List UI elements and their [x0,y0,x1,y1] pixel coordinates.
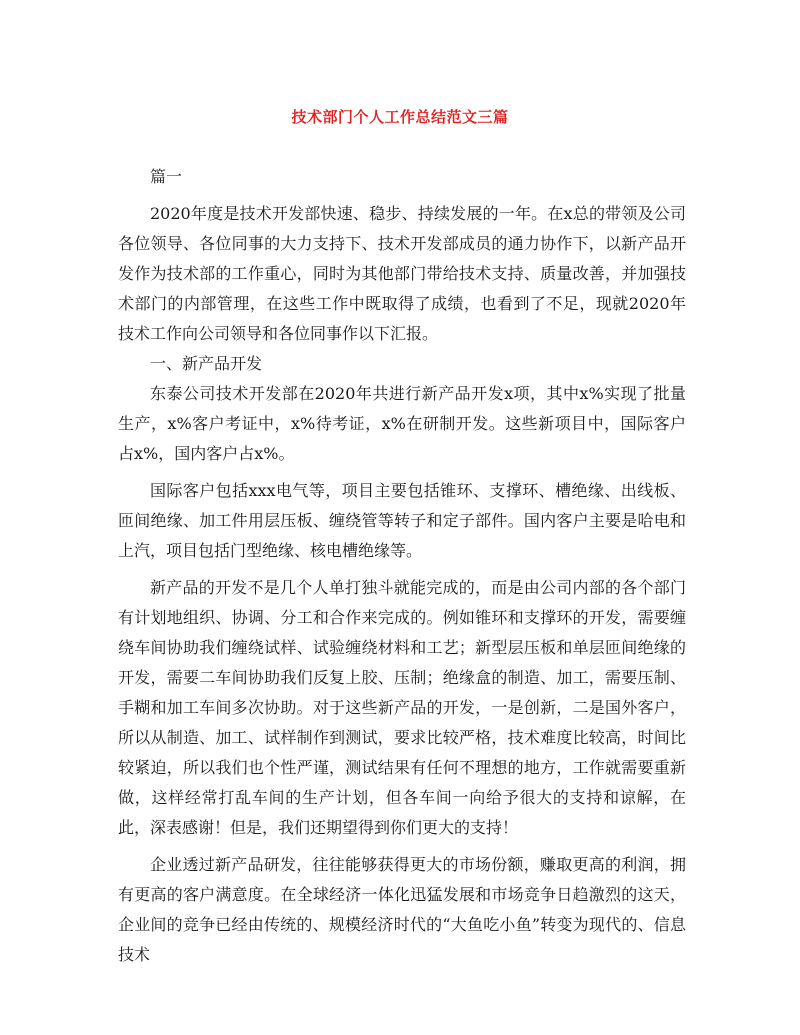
paragraph-customers: 国际客户包括xxx电气等，项目主要包括锥环、支撑环、槽绝缘、出线板、匝间绝缘、加工件用层压板、缠绕管等转子和定子部件。国内客户主要是哈电和上汽，项目包括门型绝缘、核电槽绝缘等。 [118,481,686,560]
paragraph-project-count: 东泰公司技术开发部在2020年共进行新产品开发x项，其中x%实现了批量生产，x%客户考证中，x%待考证，x%在研制开发。这些新项目中，国际客户占x%，国内客户占x%。 [118,384,686,463]
section-heading-new-products: 一、新产品开发 [150,354,263,373]
document-body [118,162,686,970]
paragraph-collaboration: 新产品的开发不是几个人单打独斗就能完成的，而是由公司内部的各个部门有计划地组织、协调、分工和合作来完成的。例如锥环和支撑环的开发，需要缠绕车间协助我们缠绕试样、试验缠绕材料和工艺；新型层压板和单层匝间绝缘的开发，需要二车间协助我们反复上胶、压制；绝缘盒的制造、加工，需要压制、手糊和加工车间多次协助。对于这些新产品的开发，一是创新，二是国外客户，所以从制造、加工、试样制作到测试，要求比较严格，技术难度比较高，时间比较紧迫，所以我们也个性严谨，测试结果有任何不理想的地方，工作就需要重新做，这样经常打乱车间的生产计划，但各车间一向给予很大的支持和谅解，在此，深表感谢！但是，我们还期望得到你们更大的支持！ [118,578,686,837]
paragraph-market: 企业透过新产品研发，往往能够获得更大的市场份额，赚取更高的利润，拥有更高的客户满意度。在全球经济一体化迅猛发展和市场竞争日趋激烈的这天，企业间的竞争已经由传统的、规模经济时代的“大鱼吃小鱼”转变为现代的、信息技术 [118,855,686,964]
document-title: 技术部门个人工作总结范文三篇 [291,108,509,126]
section-label: 篇一 [150,167,183,186]
paragraph-intro: 2020年度是技术开发部快速、稳步、持续发展的一年。在x总的带领及公司各位领导、各位同事的大力支持下、技术开发部成员的通力协作下，以新产品开发作为技术部的工作重心，同时为其他部门带给技术支持、质量改善，并加强技术部门的内部管理，在这些工作中既取得了成绩，也看到了不足，现就2020年技术工作向公司领导和各位同事作以下汇报。 [118,204,686,343]
